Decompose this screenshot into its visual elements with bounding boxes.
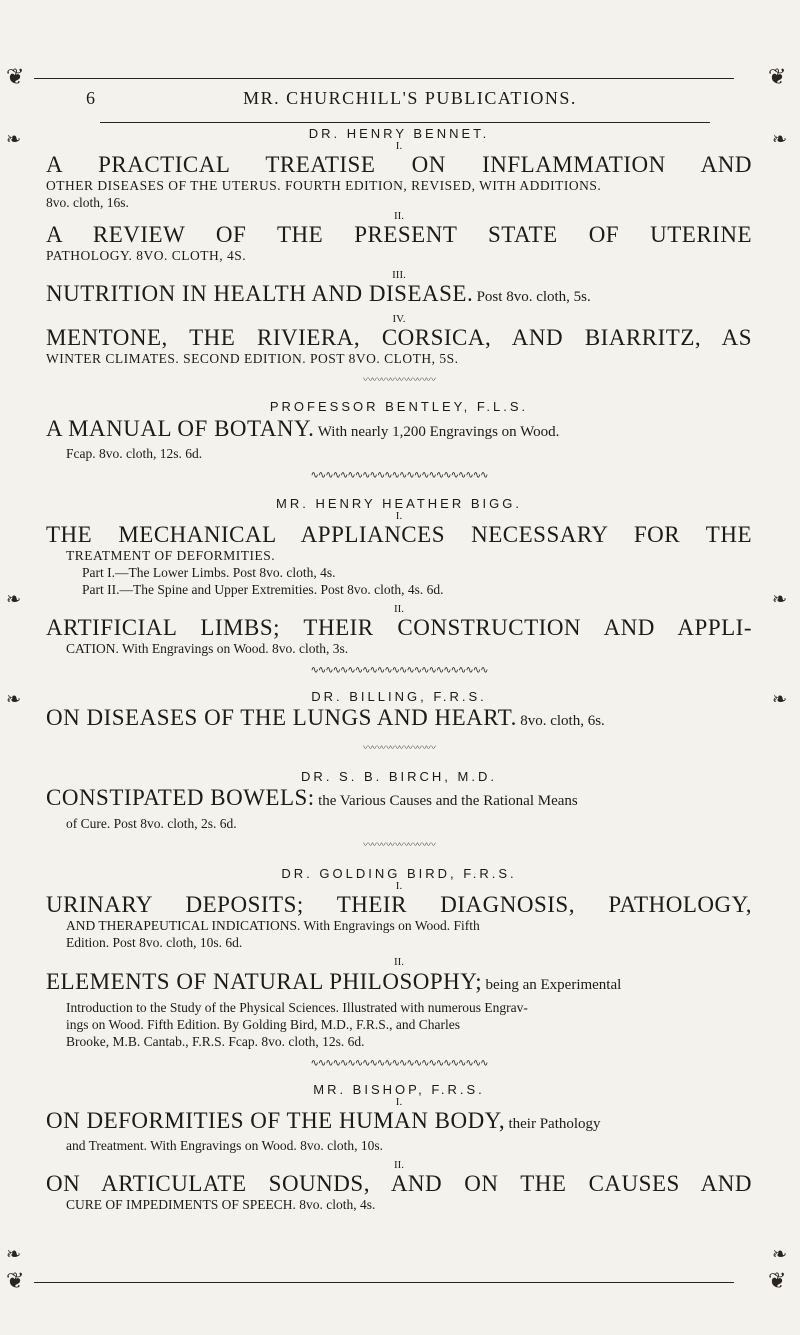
- book-details: being an Experimental: [485, 977, 622, 993]
- book-title: THE MECHANICAL APPLIANCES NECESSARY FOR THE: [46, 522, 752, 547]
- book-details: OTHER DISEASES OF THE UTERUS. FOURTH EDITION, REVISED, WITH ADDITIONS.: [46, 178, 602, 193]
- book-title: NUTRITION IN HEALTH AND DISEASE.: [46, 281, 474, 306]
- book-details: Introduction to the Study of the Physical Sciences. Illustrated with numerous Engrav-: [66, 1000, 528, 1015]
- book-title: CONSTIPATED BOWELS:: [46, 785, 315, 810]
- author-heading: DR. GOLDING BIRD, F.R.S.: [281, 866, 517, 881]
- corner-ornament-icon: ❦: [768, 1268, 787, 1293]
- book-details: 8vo. cloth, 16s.: [46, 195, 129, 210]
- book-part: Part II.—The Spine and Upper Extremities. Post 8vo. cloth, 4s. 6d.: [82, 582, 444, 597]
- publication-list: [46, 126, 752, 1213]
- entry-number: II.: [393, 956, 405, 968]
- entry-number: I.: [395, 510, 403, 522]
- side-ornament-icon: ❧: [772, 589, 788, 609]
- author-heading: PROFESSOR BENTLEY, F.L.S.: [269, 399, 529, 414]
- side-ornament-icon: ❧: [772, 689, 788, 709]
- side-ornament-icon: ❧: [6, 129, 22, 149]
- book-details: and Treatment. With Engravings on Wood. 8vo. cloth, 10s.: [66, 1138, 383, 1153]
- author-heading: DR. BILLING, F.R.S.: [311, 689, 487, 704]
- book-title: URINARY DEPOSITS; THEIR DIAGNOSIS, PATHOLOGY,: [46, 892, 752, 917]
- corner-ornament-icon: ❦: [6, 64, 25, 89]
- book-details: PATHOLOGY. 8VO. CLOTH, 4S.: [46, 248, 247, 263]
- section-divider: ∿∿∿∿∿∿∿∿∿∿∿∿∿∿∿∿∿∿∿∿∿∿∿∿: [310, 470, 488, 481]
- side-ornament-icon: ❧: [6, 1244, 22, 1264]
- book-details: ings on Wood. Fifth Edition. By Golding Bird, M.D., F.R.S., and Charles: [66, 1017, 460, 1032]
- book-title: ON ARTICULATE SOUNDS, AND ON THE CAUSES AND: [46, 1171, 752, 1196]
- book-details: Post 8vo. cloth, 5s.: [476, 289, 591, 305]
- entry-number: II.: [393, 603, 405, 615]
- page-header: [60, 88, 760, 114]
- book-entry: [46, 1108, 752, 1137]
- book-title: ELEMENTS OF NATURAL PHILOSOPHY;: [46, 969, 483, 994]
- book-title: ON DISEASES OF THE LUNGS AND HEART.: [46, 705, 517, 730]
- book-details: WINTER CLIMATES. SECOND EDITION. POST 8VO. CLOTH, 5S.: [46, 351, 459, 366]
- book-details: TREATMENT OF DEFORMITIES.: [66, 548, 276, 563]
- entry-number: I.: [395, 1096, 403, 1108]
- side-ornament-icon: ❧: [6, 589, 22, 609]
- book-entry: [46, 784, 752, 815]
- top-rule: [34, 78, 734, 79]
- book-entry: [46, 281, 752, 310]
- book-details: CATION. With Engravings on Wood. 8vo. cloth, 3s.: [66, 641, 349, 656]
- book-entry: [46, 968, 752, 999]
- book-title: A REVIEW OF THE PRESENT STATE OF UTERINE: [46, 222, 752, 247]
- book-title: ARTIFICIAL LIMBS; THEIR CONSTRUCTION AND APPLI-: [46, 615, 752, 640]
- entry-number: I.: [395, 880, 403, 892]
- book-entry: [46, 704, 752, 735]
- book-details: the Various Causes and the Rational Means: [318, 793, 578, 809]
- book-entry: [46, 416, 752, 445]
- page-number: 6: [86, 88, 95, 108]
- corner-ornament-icon: ❦: [6, 1268, 25, 1293]
- running-title: MR. CHURCHILL'S PUBLICATIONS.: [243, 88, 577, 108]
- entry-number: II.: [393, 210, 405, 222]
- author-heading: MR. HENRY HEATHER BIGG.: [276, 496, 522, 511]
- book-details: CURE OF IMPEDIMENTS OF SPEECH. 8vo. cloth, 4s.: [66, 1197, 376, 1212]
- corner-ornament-icon: ❦: [768, 64, 787, 89]
- book-details: Fcap. 8vo. cloth, 12s. 6d.: [66, 446, 203, 461]
- section-divider: 〰〰〰〰〰〰〰〰: [363, 840, 435, 851]
- entry-number: III.: [392, 269, 406, 281]
- entry-number: IV.: [392, 313, 406, 325]
- book-part: Part I.—The Lower Limbs. Post 8vo. cloth, 4s.: [82, 565, 336, 580]
- book-title: MENTONE, THE RIVIERA, CORSICA, AND BIARRITZ, AS: [46, 325, 752, 350]
- book-title: ON DEFORMITIES OF THE HUMAN BODY,: [46, 1108, 506, 1133]
- author-heading: DR. S. B. BIRCH, M.D.: [301, 769, 497, 784]
- author-heading: MR. BISHOP, F.R.S.: [313, 1082, 485, 1097]
- book-details: of Cure. Post 8vo. cloth, 2s. 6d.: [66, 816, 237, 831]
- bottom-rule: [34, 1282, 734, 1283]
- section-divider: 〰〰〰〰〰〰〰〰: [363, 375, 435, 386]
- book-title: A PRACTICAL TREATISE ON INFLAMMATION AND: [46, 152, 752, 177]
- section-divider: 〰〰〰〰〰〰〰〰: [363, 743, 435, 754]
- side-ornament-icon: ❧: [6, 689, 22, 709]
- author-heading: DR. HENRY BENNET.: [308, 126, 490, 141]
- section-divider: ∿∿∿∿∿∿∿∿∿∿∿∿∿∿∿∿∿∿∿∿∿∿∿∿: [310, 1058, 488, 1069]
- section-divider: ∿∿∿∿∿∿∿∿∿∿∿∿∿∿∿∿∿∿∿∿∿∿∿∿: [310, 665, 488, 676]
- side-ornament-icon: ❧: [772, 1244, 788, 1264]
- entry-number: I.: [395, 140, 403, 152]
- book-details: their Pathology: [508, 1116, 601, 1132]
- entry-number: II.: [393, 1159, 405, 1171]
- side-ornament-icon: ❧: [772, 129, 788, 149]
- book-details: AND THERAPEUTICAL INDICATIONS. With Engravings on Wood. Fifth: [66, 918, 480, 933]
- book-title: A MANUAL OF BOTANY.: [46, 416, 315, 441]
- book-details: Brooke, M.B. Cantab., F.R.S. Fcap. 8vo. cloth, 12s. 6d.: [66, 1034, 365, 1049]
- header-rule: [100, 122, 710, 123]
- book-details: With nearly 1,200 Engravings on Wood.: [317, 424, 560, 440]
- book-details: Edition. Post 8vo. cloth, 10s. 6d.: [66, 935, 243, 950]
- book-details: 8vo. cloth, 6s.: [520, 713, 605, 729]
